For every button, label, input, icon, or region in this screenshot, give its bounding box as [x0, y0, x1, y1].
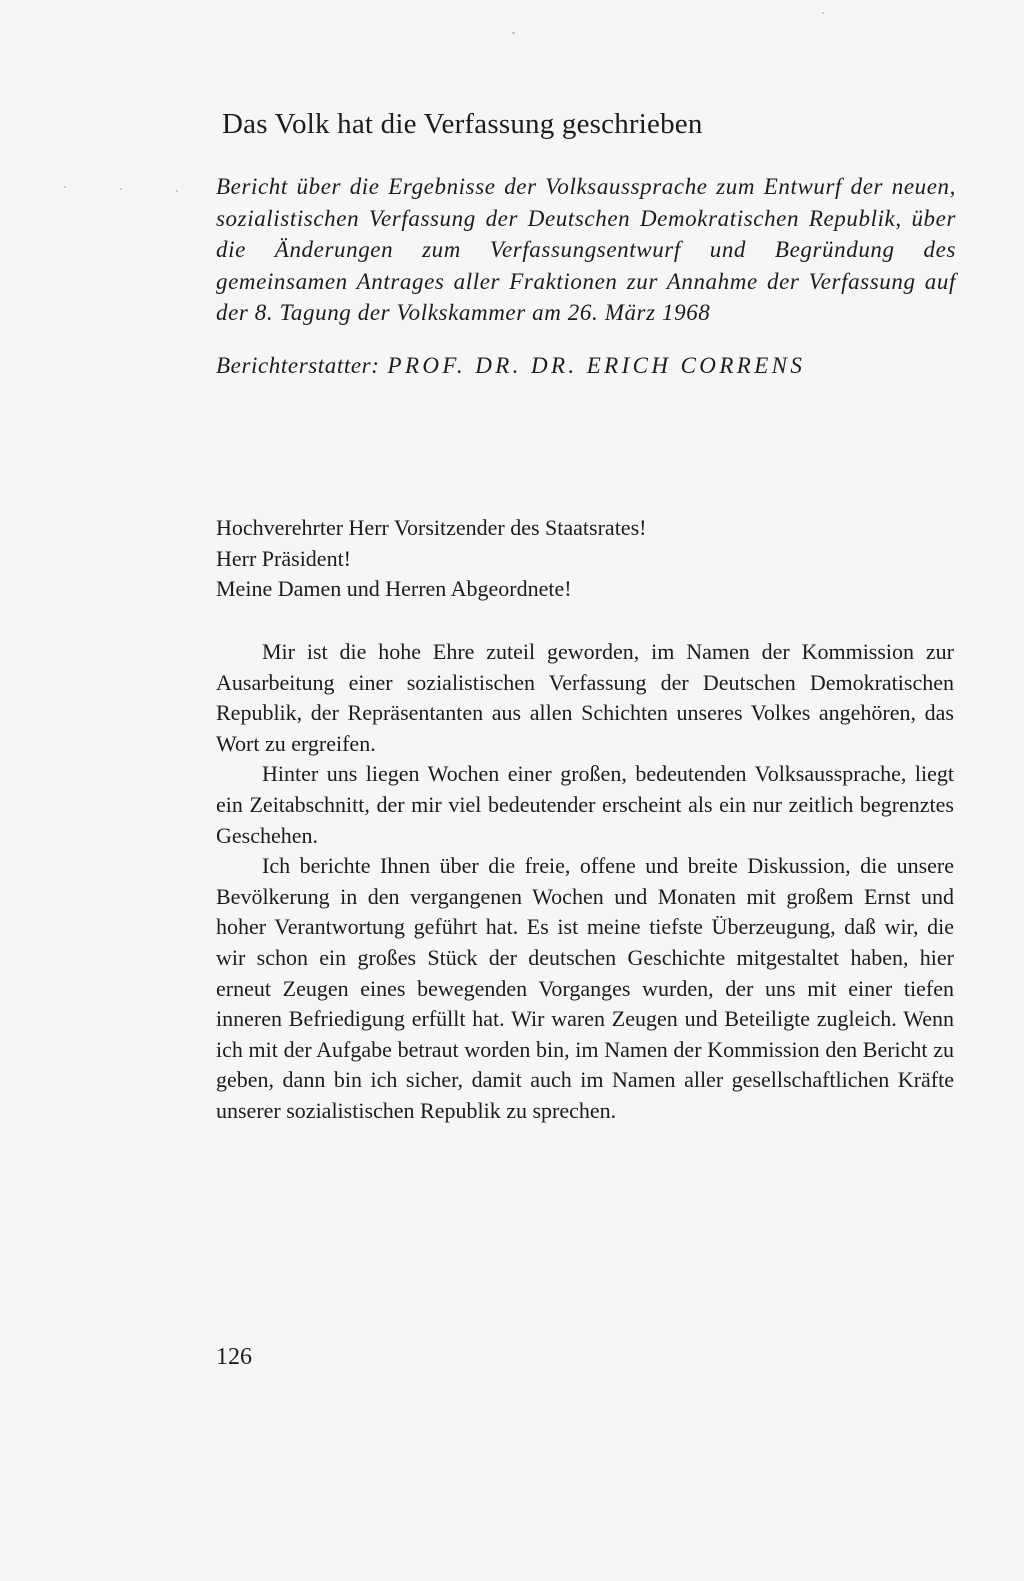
salutation-line: Hochverehrter Herr Vorsitzender des Staatsrates!	[216, 515, 647, 540]
scan-speck	[512, 32, 515, 34]
scan-speck	[822, 12, 824, 14]
reporter-label: Berichterstatter:	[216, 353, 380, 378]
paragraph: Ich berichte Ihnen über die freie, offene und breite Diskussion, die unsere Bevölkerung in den vergangenen Wochen und Monaten mit großem Ernst und hoher Verantwortung geführt hat. Es ist meine tiefste Überzeugung, daß wir, die wir schon ein großes Stück der deutschen Geschichte mitgestaltet haben, hier erneut Zeugen eines bewegenden Vorganges wurden, der uns mit einer tiefen inneren Befriedigung erfüllt hat. Wir waren Zeugen und Beteiligte zugleich. Wenn ich mit der Aufgabe betraut worden bin, im Namen der Kommission den Bericht zu geben, dann bin ich sicher, damit auch im Namen aller gesellschaftlichen Kräfte unserer sozialistischen Republik zu sprechen.	[216, 853, 954, 1123]
page-number: 126	[216, 1344, 252, 1370]
scan-speck	[64, 186, 66, 188]
body-text	[216, 637, 954, 1127]
reporter-line	[216, 353, 805, 379]
reporter-name: PROF. DR. DR. ERICH CORRENS	[387, 353, 806, 378]
scan-speck	[120, 188, 122, 190]
salutation-line: Herr Präsident!	[216, 545, 352, 571]
salutation-line: Meine Damen und Herren Abgeordnete!	[216, 576, 572, 601]
salutation	[216, 513, 646, 605]
scan-speck	[176, 190, 178, 192]
chapter-subtitle: Bericht über die Ergebnisse der Volksaussprache zum Entwurf der neuen, sozialistischen Verfassung der Deutschen Demokratischen Republik, über die Änderungen zum Verfassungsentwurf und Begründung des gemeinsamen Antrages aller Fraktionen zur Annahme der Verfassung auf der 8. Tagung der Volkskammer am 26. März 1968	[216, 174, 956, 325]
paragraph: Mir ist die hohe Ehre zuteil geworden, im Namen der Kommission zur Ausarbeitung einer sozialistischen Verfassung der Deutschen Demokratischen Republik, der Repräsentanten aus allen Schichten unseres Volkes angehören, das Wort zu ergreifen.	[216, 639, 954, 756]
chapter-title: Das Volk hat die Verfassung geschrieben	[222, 108, 703, 140]
paragraph: Hinter uns liegen Wochen einer großen, bedeutenden Volksaussprache, liegt ein Zeitabschnitt, der mir viel bedeutender erscheint als ein nur zeitlich begrenztes Geschehen.	[216, 761, 954, 848]
